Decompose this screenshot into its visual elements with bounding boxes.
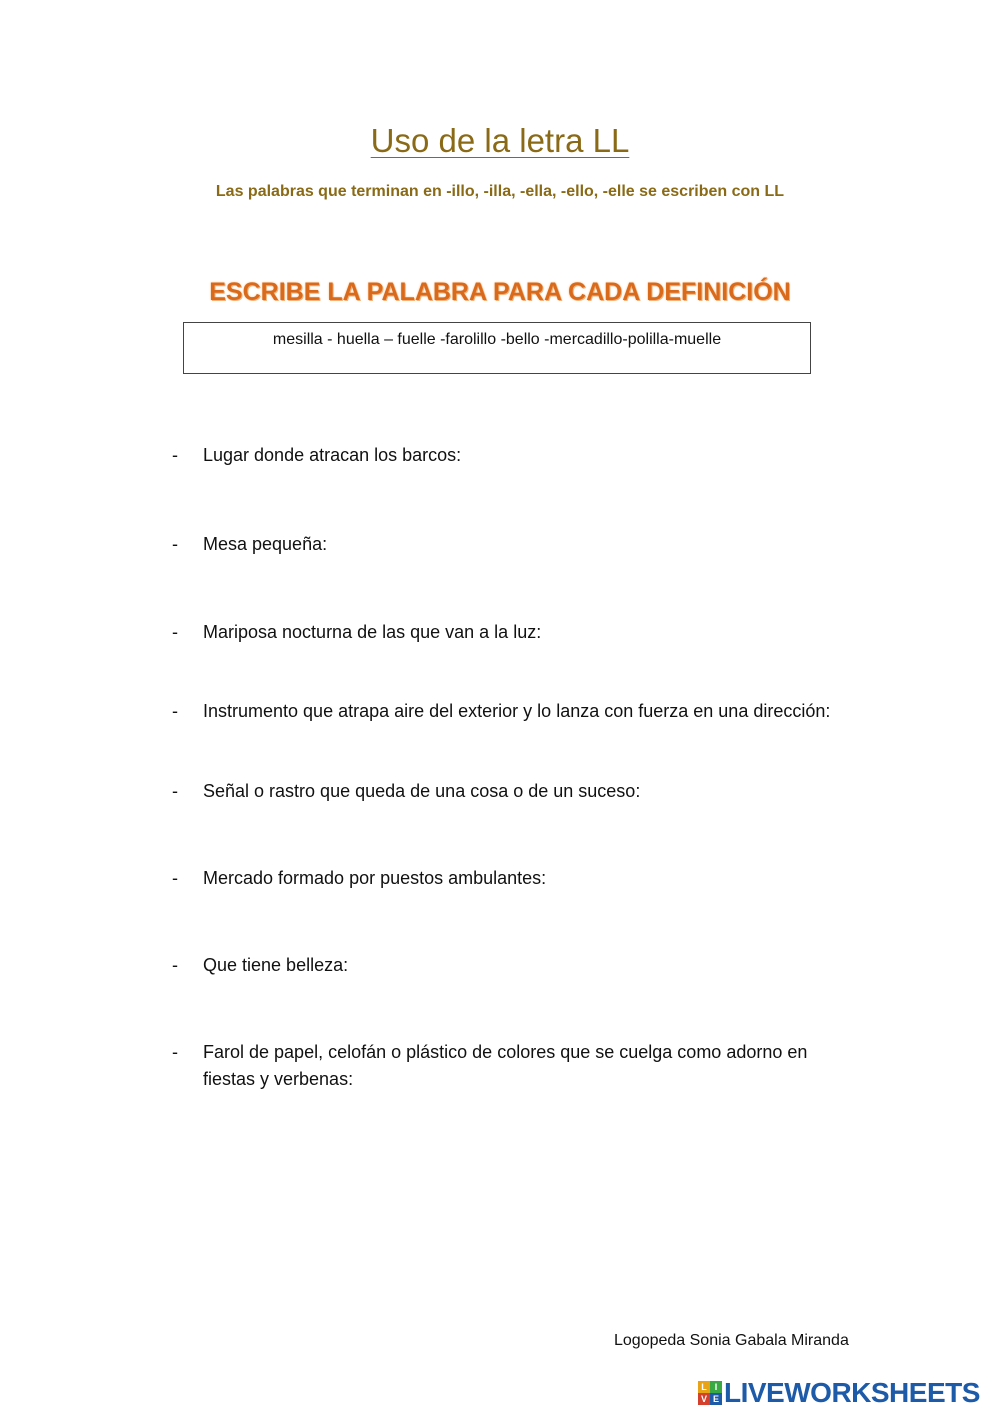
- logo-text: LIVEWORKSHEETS: [724, 1377, 980, 1408]
- definition-text: Farol de papel, celofán o plástico de colores que se cuelga como adorno en fiestas y verbenas:: [203, 1042, 808, 1089]
- author-credit: Logopeda Sonia Gabala Miranda: [614, 1332, 849, 1349]
- page-title: Uso de la letra LL: [370, 122, 630, 159]
- liveworksheets-logo-icon: [698, 1381, 722, 1405]
- list-dash: -: [172, 1042, 178, 1062]
- logo-letter: E: [710, 1393, 722, 1405]
- definition-text: Instrumento que atrapa aire del exterior y lo lanza con fuerza en una dirección:: [203, 701, 831, 721]
- rule-subtitle: Las palabras que terminan en -illo, -illa, -ella, -ello, -elle se escriben con LL: [215, 183, 785, 200]
- definition-text: Mercado formado por puestos ambulantes:: [203, 868, 547, 888]
- list-dash: -: [172, 781, 178, 801]
- list-dash: -: [172, 534, 178, 554]
- logo-letter: V: [698, 1393, 710, 1405]
- word-bank-box: [183, 322, 811, 374]
- liveworksheets-logo[interactable]: [698, 1378, 980, 1408]
- list-dash: -: [172, 622, 178, 642]
- word-bank-text: mesilla - huella – fuelle -farolillo -bello -mercadillo-polilla-muelle: [272, 331, 722, 348]
- definition-text: Mesa pequeña:: [203, 534, 328, 554]
- list-dash: -: [172, 701, 178, 721]
- definition-text: Que tiene belleza:: [203, 955, 349, 975]
- list-dash: -: [172, 955, 178, 975]
- definition-text: Señal o rastro que queda de una cosa o de un suceso:: [203, 781, 641, 801]
- list-dash: -: [172, 868, 178, 888]
- exercise-heading: ESCRIBE LA PALABRA PARA CADA DEFINICIÓN: [209, 278, 791, 306]
- definition-text: Mariposa nocturna de las que van a la luz:: [203, 622, 542, 642]
- definition-text: Lugar donde atracan los barcos:: [203, 445, 462, 465]
- logo-letter: I: [710, 1381, 722, 1393]
- list-dash: -: [172, 445, 178, 465]
- logo-letter: L: [698, 1381, 710, 1393]
